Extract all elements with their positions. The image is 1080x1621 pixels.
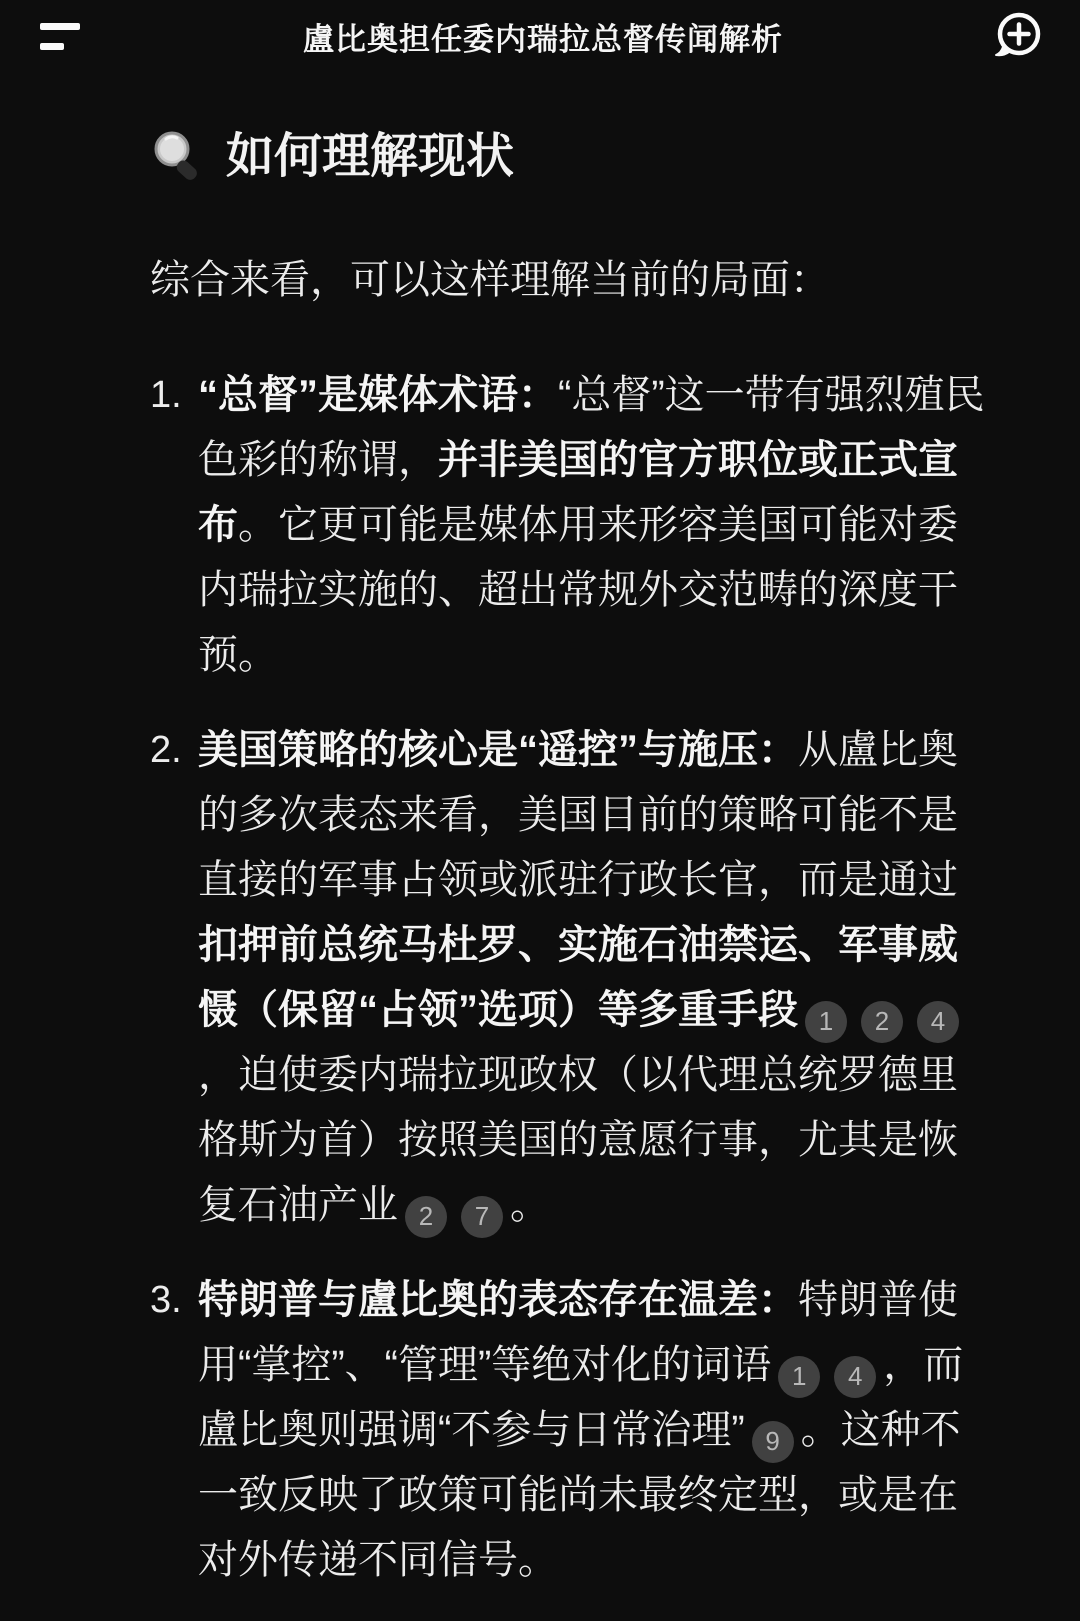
- text-segment: ，而盧比奥则强调“不参与日常治理”: [198, 1343, 964, 1452]
- text-segment: 。这种不一致反映了政策可能尚未最终定型，或是在对外传递不同信号。: [198, 1408, 961, 1582]
- bold-text-segment: 扣押前总统马杜罗、实施石油禁运、军事威慑（保留“占领”选项）等多重手段: [198, 923, 958, 1032]
- citation-badge[interactable]: 4: [917, 1001, 959, 1043]
- citation-badge[interactable]: 1: [778, 1356, 820, 1398]
- intro-paragraph: 综合来看，可以这样理解当前的局面：: [150, 258, 830, 302]
- list-item-text: [198, 728, 966, 1231]
- bold-text-segment: 美国策略的核心是“遥控”与施压：: [198, 728, 798, 772]
- bold-text-segment: “总督”是媒体术语：: [198, 373, 558, 417]
- citation-badge[interactable]: 4: [834, 1356, 876, 1398]
- section-heading-text: 如何理解现状: [226, 130, 515, 183]
- citation-badge[interactable]: 9: [752, 1421, 794, 1463]
- section-heading: [150, 126, 990, 188]
- new-chat-button[interactable]: [986, 4, 1050, 68]
- sidebar-menu-icon: [40, 23, 80, 30]
- list-item-text: [198, 373, 985, 677]
- list-item-number: 2.: [150, 729, 182, 771]
- list-item-number: 1.: [150, 374, 182, 416]
- citation-badge[interactable]: 2: [861, 1001, 903, 1043]
- text-segment: 。它更可能是媒体用来形容美国可能对委内瑞拉实施的、超出常规外交范畴的深度干预。: [198, 503, 958, 677]
- list-item-text: [198, 1278, 963, 1582]
- analysis-list: [150, 363, 990, 1593]
- citation-badge[interactable]: 7: [461, 1196, 503, 1238]
- chat-message: [0, 126, 1080, 1593]
- bold-text-segment: 并非美国的官方职位或正式宣布: [198, 438, 958, 547]
- top-bar: [0, 0, 1080, 72]
- list-item: [150, 363, 990, 688]
- text-segment: ，迫使委内瑞拉现政权（以代理总统罗德里格斯为首）按照美国的意愿行事，尤其是恢复石油产业: [198, 1053, 958, 1227]
- citation-badge[interactable]: 1: [805, 1001, 847, 1043]
- text-segment: 特朗普使用“掌控”、“管理”等绝对化的词语: [198, 1278, 958, 1387]
- bold-text-segment: 特朗普与盧比奥的表态存在温差：: [198, 1278, 798, 1322]
- conversation-title: 盧比奥担任委内瑞拉总督传闻解析: [303, 21, 783, 57]
- new-chat-icon: [989, 7, 1047, 65]
- menu-button[interactable]: [40, 6, 100, 66]
- magnifying-glass-icon: [150, 129, 206, 185]
- citation-badge[interactable]: 2: [405, 1196, 447, 1238]
- text-segment: 。: [510, 1183, 550, 1227]
- text-segment: “总督”这一带有强烈殖民色彩的称谓，: [198, 373, 985, 482]
- text-segment: 从盧比奥的多次表态来看，美国目前的策略可能不是直接的军事占领或派驻行政长官，而是通过: [198, 728, 958, 902]
- list-item: [150, 718, 990, 1238]
- list-item: [150, 1268, 990, 1593]
- list-item-number: 3.: [150, 1279, 182, 1321]
